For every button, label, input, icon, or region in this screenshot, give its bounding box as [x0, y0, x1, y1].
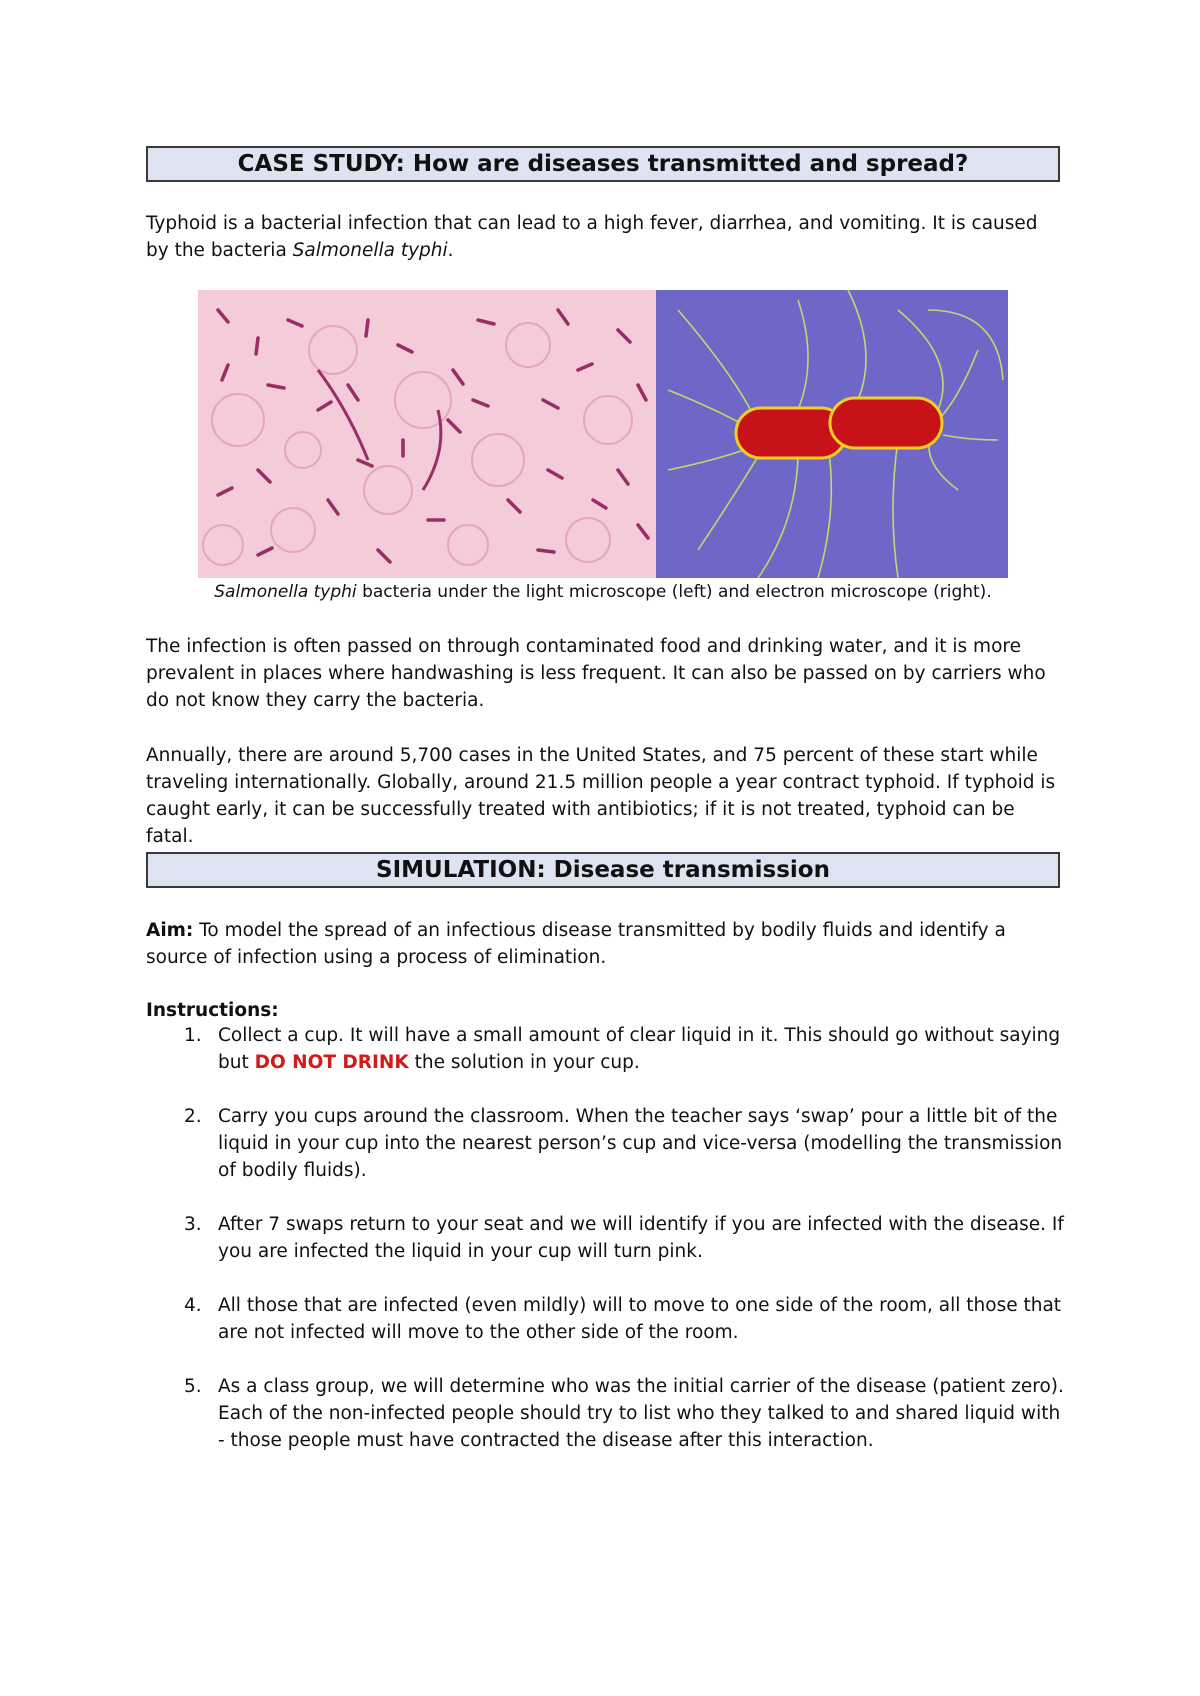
case-study-heading-text: CASE STUDY: How are diseases transmitted and spread?: [237, 151, 969, 177]
list-item: [146, 1103, 1066, 1184]
step-number: 3.: [184, 1214, 202, 1235]
intro-paragraph: [146, 210, 1066, 264]
caption-species: Salmonella typhi: [214, 582, 357, 602]
step-number: 2.: [184, 1106, 202, 1127]
electron-microscope-image: [656, 290, 1008, 578]
do-not-drink-warning: DO NOT DRINK: [254, 1052, 409, 1073]
simulation-heading-text: SIMULATION: Disease transmission: [376, 857, 830, 883]
intro-species: Salmonella typhi: [292, 240, 448, 261]
figure-caption: [146, 580, 1060, 604]
simulation-heading: [146, 852, 1060, 888]
intro-end: .: [447, 240, 454, 261]
step-text: As a class group, we will determine who was the initial carrier of the disease (patient zero). Each of the non-infected people should try to list who they talked to and shared liquid with - those people must have contracted the disease after this interaction.: [218, 1376, 1064, 1451]
caption-text: bacteria under the light microscope (left) and electron microscope (right).: [356, 582, 992, 602]
list-item: [146, 1373, 1066, 1454]
statistics-paragraph: Annually, there are around 5,700 cases in the United States, and 75 percent of these start while traveling internationally. Globally, around 21.5 million people a year contract typhoid. If typhoid is caught early, it can be successfully treated with antibiotics; if it is not treated, typhoid can be fatal.: [146, 745, 1056, 847]
list-item: [146, 1022, 1066, 1076]
step-text: All those that are infected (even mildly) will to move to one side of the room, all those that are not infected will move to the other side of the room.: [218, 1295, 1062, 1343]
step-number: 5.: [184, 1376, 202, 1397]
intro-text: Typhoid is a bacterial infection that can lead to a high fever, diarrhea, and vomiting. It is caused by the bacteria: [146, 213, 1038, 261]
instructions-list: [146, 1022, 1066, 1481]
aim-text: To model the spread of an infectious disease transmitted by bodily fluids and identify a source of infection using a process of elimination.: [146, 920, 1006, 968]
microscope-images: [198, 290, 1008, 578]
aim-paragraph: [146, 917, 1066, 971]
list-item: [146, 1211, 1066, 1265]
list-item: [146, 1292, 1066, 1346]
bacteria-figure: [198, 290, 1008, 578]
transmission-paragraph: The infection is often passed on through contaminated food and drinking water, and it is more prevalent in places where handwashing is less frequent. It can also be passed on by carriers who do not know they carry the bacteria.: [146, 636, 1046, 711]
step-number: 4.: [184, 1295, 202, 1316]
step-text: After 7 swaps return to your seat and we will identify if you are infected with the disease. If you are infected the liquid in your cup will turn pink.: [218, 1214, 1064, 1262]
aim-label: Aim:: [146, 920, 194, 941]
step-text: Collect a cup. It will have a small amount of clear liquid in it. This should go without saying but: [218, 1025, 1061, 1073]
step-text: Carry you cups around the classroom. When the teacher says ‘swap’ pour a little bit of the liquid in your cup into the nearest person’s cup and vice-versa (modelling the transmission of bodily fluids).: [218, 1106, 1063, 1181]
case-study-heading: [146, 146, 1060, 182]
step-number: 1.: [184, 1025, 202, 1046]
instructions-label: Instructions:: [146, 1000, 279, 1021]
step-text-end: the solution in your cup.: [408, 1052, 640, 1073]
light-microscope-image: [198, 290, 656, 578]
